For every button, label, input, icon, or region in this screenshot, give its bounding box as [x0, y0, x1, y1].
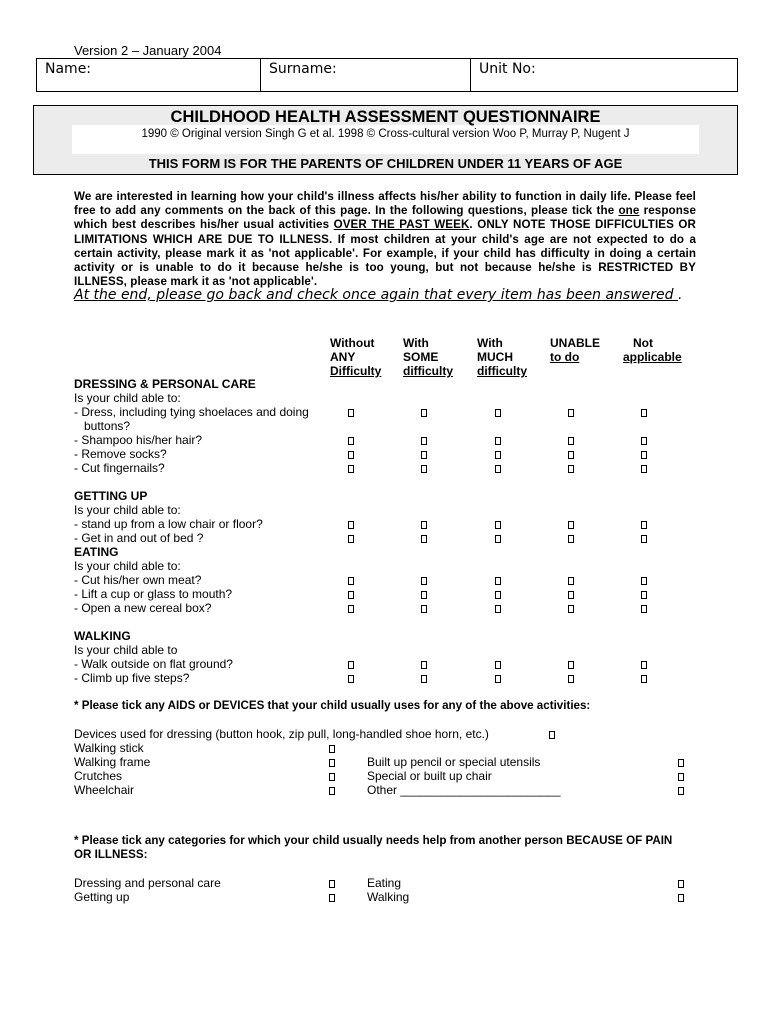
checkbox[interactable]	[329, 757, 337, 767]
response-checkbox[interactable]	[421, 575, 429, 585]
response-checkbox[interactable]	[495, 589, 503, 599]
column-header-line: With	[403, 336, 429, 350]
question-item: - Lift a cup or glass to mouth?	[74, 587, 233, 601]
identity-fields	[36, 58, 738, 92]
instructions-one: one	[618, 204, 640, 218]
help-item: Getting up	[74, 890, 130, 904]
aid-item: Crutches	[74, 769, 123, 783]
question-item-continuation: buttons?	[84, 419, 131, 433]
instructions-part-3: . ONLY NOTE THOSE DIFFICULTIES OR LIMITATIONS WHICH ARE DUE TO ILLNESS. If most children at your child's age are not expected to do a certain activity, please mark it as 'not applicable'. For example, if your child has difficulty in doing a certain activity or is unable to do it because he/she is too young, but not because he/she is RESTRICTED BY ILLNESS, please mark it as 'not applicable'.	[74, 218, 696, 289]
aid-item: Walking frame	[74, 755, 151, 769]
response-checkbox[interactable]	[641, 449, 649, 459]
response-checkbox[interactable]	[495, 407, 503, 417]
help-prompt-line-2: OR ILLNESS:	[74, 848, 148, 861]
response-checkbox[interactable]	[421, 463, 429, 473]
help-item: Dressing and personal care	[74, 876, 221, 890]
response-checkbox[interactable]	[641, 673, 649, 683]
response-checkbox[interactable]	[348, 407, 356, 417]
response-checkbox[interactable]	[421, 659, 429, 669]
response-checkbox[interactable]	[421, 519, 429, 529]
response-checkbox[interactable]	[421, 673, 429, 683]
response-checkbox[interactable]	[348, 603, 356, 613]
column-header-line: to do	[550, 350, 580, 364]
form-audience: THIS FORM IS FOR THE PARENTS OF CHILDREN UNDER 11 YEARS OF AGE	[148, 156, 623, 171]
response-checkbox[interactable]	[495, 519, 503, 529]
response-checkbox[interactable]	[641, 533, 649, 543]
aid-item: Wheelchair	[74, 783, 135, 797]
column-header-line: UNABLE	[550, 336, 600, 350]
instructions-closing	[74, 287, 696, 304]
response-checkbox[interactable]	[568, 673, 576, 683]
response-checkbox[interactable]	[568, 463, 576, 473]
response-checkbox[interactable]	[421, 449, 429, 459]
response-checkbox[interactable]	[641, 659, 649, 669]
checkbox[interactable]	[678, 785, 686, 795]
aids-prompt: * Please tick any AIDS or DEVICES that your child usually uses for any of the above activities:	[74, 699, 591, 712]
checkbox[interactable]	[678, 757, 686, 767]
response-checkbox[interactable]	[568, 603, 576, 613]
section-prompt: Is your child able to:	[74, 503, 181, 517]
section-prompt: Is your child able to	[74, 643, 178, 657]
aid-item: Built up pencil or special utensils	[367, 755, 541, 769]
column-header-line: Difficulty	[330, 364, 382, 378]
section-title-walking: WALKING	[74, 629, 131, 643]
column-header-line: Not	[633, 336, 653, 350]
question-item: - stand up from a low chair or floor?	[74, 517, 263, 531]
column-header-line: ANY	[330, 350, 356, 364]
question-item: - Climb up five steps?	[74, 671, 190, 685]
question-item: - Get in and out of bed ?	[74, 531, 204, 545]
question-item: - Shampoo his/her hair?	[74, 433, 203, 447]
checkbox[interactable]	[329, 878, 337, 888]
response-checkbox[interactable]	[495, 575, 503, 585]
instructions-closing-text: At the end, please go back and check once again that every item has been answered	[74, 287, 678, 303]
question-item: - Walk outside on flat ground?	[74, 657, 233, 671]
version-label: Version 2 – January 2004	[74, 43, 222, 58]
response-checkbox[interactable]	[495, 435, 503, 445]
response-checkbox[interactable]	[641, 603, 649, 613]
section-title-eating: EATING	[74, 545, 119, 559]
response-checkbox[interactable]	[641, 407, 649, 417]
column-header-unable	[550, 336, 600, 364]
aid-item: Special or built up chair	[367, 769, 492, 783]
checkbox[interactable]	[678, 771, 686, 781]
response-checkbox[interactable]	[568, 575, 576, 585]
form-credits: 1990 © Original version Singh G et al. 1998 © Cross-cultural version Woo P, Murray P, Nugent J	[141, 128, 630, 140]
question-item: - Cut fingernails?	[74, 461, 165, 475]
question-item: - Remove socks?	[74, 447, 167, 461]
column-header-line: difficulty	[403, 364, 453, 378]
response-checkbox[interactable]	[348, 463, 356, 473]
response-checkbox[interactable]	[568, 589, 576, 599]
checkbox[interactable]	[678, 892, 686, 902]
checkbox[interactable]	[329, 743, 337, 753]
help-item: Eating	[367, 876, 402, 890]
response-checkbox[interactable]	[348, 449, 356, 459]
instructions-closing-dot: .	[677, 287, 683, 303]
response-checkbox[interactable]	[568, 449, 576, 459]
title-box	[33, 105, 738, 175]
column-header-line: MUCH	[477, 350, 513, 364]
section-title-dressing: DRESSING & PERSONAL CARE	[74, 377, 256, 391]
response-checkbox[interactable]	[568, 519, 576, 529]
aid-item: Devices used for dressing (button hook, zip pull, long-handled shoe horn, etc.)	[74, 727, 489, 741]
response-checkbox[interactable]	[348, 435, 356, 445]
response-checkbox[interactable]	[568, 407, 576, 417]
response-checkbox[interactable]	[568, 659, 576, 669]
response-checkbox[interactable]	[495, 533, 503, 543]
column-header-much	[477, 336, 527, 378]
checkbox[interactable]	[678, 878, 686, 888]
help-prompt-line-1: * Please tick any categories for which your child usually needs help from another person BECAUSE OF PAIN	[74, 834, 673, 847]
checkbox[interactable]	[329, 771, 337, 781]
response-checkbox[interactable]	[348, 533, 356, 543]
column-header-not-applicable	[623, 336, 682, 364]
checkbox[interactable]	[329, 892, 337, 902]
response-checkbox[interactable]	[421, 435, 429, 445]
column-header-line: SOME	[403, 350, 439, 364]
response-checkbox[interactable]	[641, 589, 649, 599]
instructions	[74, 190, 696, 289]
response-checkbox[interactable]	[421, 603, 429, 613]
column-header-line: Without	[330, 336, 375, 350]
column-header-line: With	[477, 336, 503, 350]
question-item: - Open a new cereal box?	[74, 601, 212, 615]
section-prompt: Is your child able to:	[74, 391, 181, 405]
instructions-part-2: response which best describes his/her usual activities	[74, 204, 696, 232]
question-item: - Cut his/her own meat?	[74, 573, 202, 587]
column-header-some	[403, 336, 453, 378]
response-checkbox[interactable]	[641, 575, 649, 585]
response-checkbox[interactable]	[348, 519, 356, 529]
checkbox[interactable]	[549, 729, 557, 739]
response-checkbox[interactable]	[421, 407, 429, 417]
aid-item-other[interactable]: Other ________________________	[367, 783, 561, 797]
response-checkbox[interactable]	[348, 589, 356, 599]
response-checkbox[interactable]	[641, 519, 649, 529]
response-checkbox[interactable]	[641, 435, 649, 445]
help-item: Walking	[367, 890, 410, 904]
column-header-without	[330, 336, 381, 378]
response-checkbox[interactable]	[421, 589, 429, 599]
surname-field[interactable]: Surname:	[260, 59, 470, 91]
section-prompt: Is your child able to:	[74, 559, 181, 573]
section-title-getting-up: GETTING UP	[74, 489, 148, 503]
column-header-line: applicable	[623, 350, 682, 364]
form-title: CHILDHOOD HEALTH ASSESSMENT QUESTIONNAIRE	[170, 108, 601, 126]
instructions-past-week: OVER THE PAST WEEK	[333, 218, 470, 232]
response-checkbox[interactable]	[495, 673, 503, 683]
checkbox[interactable]	[329, 785, 337, 795]
aid-item: Walking stick	[74, 741, 144, 755]
response-checkbox[interactable]	[568, 533, 576, 543]
response-checkbox[interactable]	[421, 533, 429, 543]
name-field[interactable]: Name:	[45, 61, 92, 77]
response-checkbox[interactable]	[495, 659, 503, 669]
instructions-part-1: We are interested in learning how your child's illness affects his/her ability to function in daily life. Please feel free to add any comments on the back of this page. In the following questions, please tick the	[74, 190, 696, 218]
response-checkbox[interactable]	[495, 603, 503, 613]
response-checkbox[interactable]	[348, 673, 356, 683]
response-checkbox[interactable]	[568, 435, 576, 445]
response-checkbox[interactable]	[348, 575, 356, 585]
response-checkbox[interactable]	[641, 463, 649, 473]
question-item: - Dress, including tying shoelaces and doing	[74, 405, 309, 419]
response-checkbox[interactable]	[495, 449, 503, 459]
response-checkbox[interactable]	[348, 659, 356, 669]
response-checkbox[interactable]	[495, 463, 503, 473]
column-header-line: difficulty	[477, 364, 527, 378]
unit-number-field[interactable]: Unit No:	[470, 59, 737, 91]
